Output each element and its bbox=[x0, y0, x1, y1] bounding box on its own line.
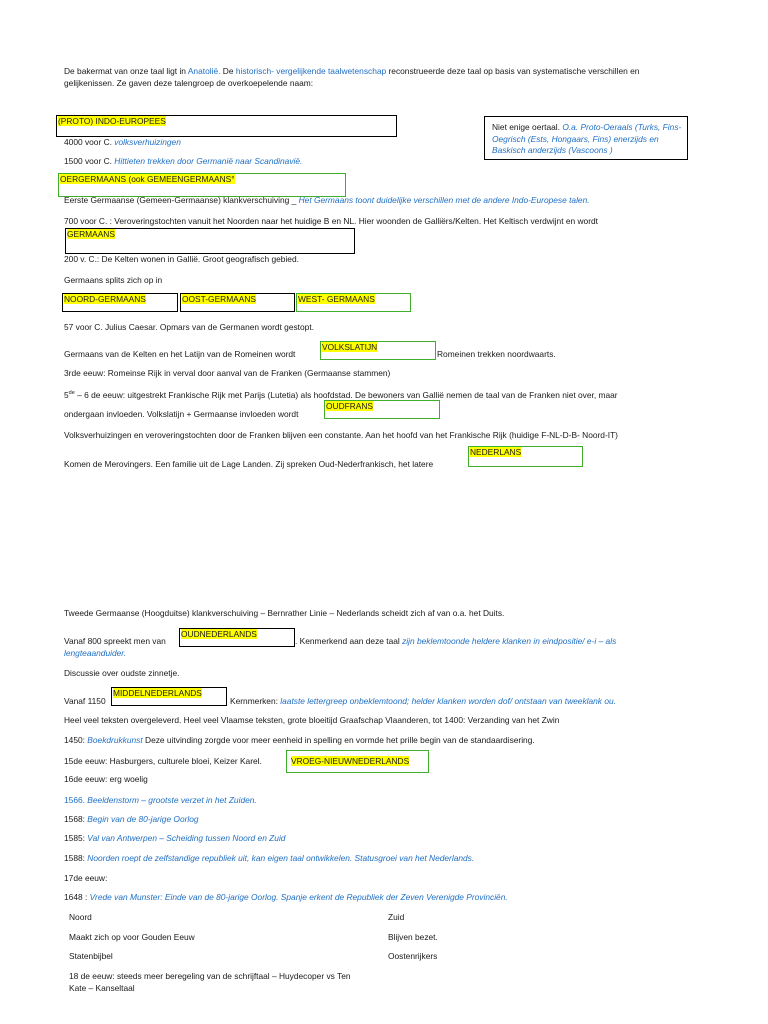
line-text: 1500 voor C. bbox=[64, 156, 115, 166]
line-heelveel: Heel veel teksten overgeleverd. Heel veel Vlaamse teksten, grote bloeitijd Graafschap Vlaanderen, tot 1400: Verzanding van het Zwin bbox=[64, 715, 560, 725]
vroeg-nieuwnederlands-box bbox=[286, 750, 429, 773]
volkslatijn-box bbox=[320, 341, 436, 360]
note-text-normal: Niet enige oertaal. bbox=[492, 122, 563, 132]
oudnederlands-label: OUDNEDERLANDS bbox=[181, 629, 257, 639]
line-1588 bbox=[64, 853, 474, 864]
line-text-blue: laatste lettergreep onbeklemtoond; helder klanken worden dof/ ontstaan van tweeklank ou. bbox=[280, 696, 616, 706]
nederlans-label: NEDERLANS bbox=[470, 447, 522, 457]
line-16de: 16de eeuw: erg woelig bbox=[64, 774, 148, 784]
line-1500 bbox=[64, 156, 302, 167]
middelnederlands-box bbox=[111, 687, 227, 706]
line-18de-2: Kate – Kanseltaal bbox=[69, 983, 135, 993]
line-text: Kernmerken: bbox=[230, 696, 281, 706]
line-57: 57 voor C. Julius Caesar. Opmars van de Germanen wordt gestopt. bbox=[64, 322, 314, 332]
line-kelten: Germaans van de Kelten en het Latijn van de Romeinen wordt bbox=[64, 349, 296, 359]
line-text: 1450: bbox=[64, 735, 88, 745]
anatolie-term: Anatolië. bbox=[187, 66, 221, 76]
line-merovingers: Komen de Merovingers. Een familie uit de Lage Landen. Zij spreken Oud-Nederfrankisch, het latere bbox=[64, 459, 434, 469]
line-1450 bbox=[64, 735, 535, 746]
noord-germaans-box bbox=[62, 293, 178, 312]
line-text-blue: Noorden roept de zelfstandige republiek uit, kan eigen taal ontwikkelen. Statusgroei van het Nederlands. bbox=[87, 853, 475, 863]
oergermaans-box bbox=[58, 173, 346, 197]
line-text-blue: Het Germaans toont duidelijke verschillen met de andere Indo-Europese talen. bbox=[298, 195, 590, 205]
line-4000 bbox=[64, 137, 181, 148]
line-text: 1588: bbox=[64, 853, 88, 863]
line-800-rest bbox=[295, 636, 616, 647]
line-splits: Germaans splits zich op in bbox=[64, 275, 163, 285]
line-text: 1568: bbox=[64, 814, 88, 824]
line-700: 700 voor C. : Veroveringstochten vanuit het Noorden naar het huidige B en NL. Hier woonden de Galliërs/Kelten. Het Keltisch verdwijnt en wordt bbox=[64, 216, 598, 226]
oudnederlands-box bbox=[179, 628, 295, 647]
line-3rde: 3rde eeuw: Romeinse Rijk in verval door aanval van de Franken (Germaanse stammen) bbox=[64, 368, 391, 378]
table-zuid-cell: Blijven bezet. bbox=[388, 932, 438, 942]
germaans-label: GERMAANS bbox=[67, 229, 115, 239]
line-tweede: Tweede Germaanse (Hoogduitse) klankverschuiving – Bernrather Linie – Nederlands scheidt zich af van o.a. het Duits. bbox=[64, 608, 505, 618]
oudfrans-label: OUDFRANS bbox=[326, 401, 373, 411]
line-1150: Vanaf 1150 bbox=[64, 696, 106, 706]
proto-label: (PROTO) INDO-EUROPEES bbox=[58, 116, 166, 126]
line-romeinen: Romeinen trekken noordwaarts. bbox=[437, 349, 556, 359]
oergermaans-label: OERGERMAANS (ook GEMEENGERMAANS° bbox=[60, 174, 235, 184]
intro-text: reconstrueerde deze taal op basis van systematische verschillen en bbox=[386, 66, 640, 76]
line-text: Eerste Germaanse (Gemeen-Germaanse) klankverschuiving _ bbox=[64, 195, 299, 205]
intro-text: De bakermat van onze taal ligt in bbox=[64, 66, 188, 76]
proto-indo-europees-box bbox=[56, 115, 397, 137]
line-text-blue: Beeldenstorm – grootste verzet in het Zuiden. bbox=[87, 795, 257, 805]
line-800: Vanaf 800 spreekt men van bbox=[64, 636, 166, 646]
line-ondergaan: ondergaan invloeden. Volkslatijn + Germaanse invloeden wordt bbox=[64, 409, 299, 419]
line-18de-1: 18 de eeuw: steeds meer beregeling van de schrijftaal – Huydecoper vs Ten bbox=[69, 971, 351, 981]
line-200: 200 v. C.: De Kelten wonen in Gallië. Groot geografisch gebied. bbox=[64, 254, 299, 264]
oost-germaans-box bbox=[180, 293, 295, 312]
line-text-blue: Vrede van Munster: Einde van de 80-jarige Oorlog. Spanje erkent de Republiek der Zeven Verenigde Provinciën. bbox=[89, 892, 508, 902]
line-5de bbox=[64, 388, 618, 401]
line-volksverhuizingen: Volksverhuizingen en veroveringstochten door de Franken blijven een constante. Aan het hoofd van het Frankische Rijk (huidige F-NL-D-B- Noord-IT) bbox=[64, 430, 618, 440]
line-text: – 6 de eeuw: uitgestrekt Frankische Rijk met Parijs (Lutetia) als hoofdstad. De bewoners van Gallië nemen de taal van de Franken niet over, maar bbox=[74, 389, 618, 400]
intro-line-1 bbox=[64, 66, 639, 77]
table-noord-cell: Statenbijbel bbox=[69, 951, 113, 961]
line-text-blue: Hittieten trekken door Germanië naar Scandinavië. bbox=[114, 156, 303, 166]
intro-text: De bbox=[220, 66, 236, 76]
line-text: . Kenmerkend aan deze taal bbox=[295, 636, 403, 646]
line-klankverschuiving bbox=[64, 195, 590, 206]
vroeg-label: VROEG-NIEUWNEDERLANDS bbox=[291, 756, 410, 766]
line-1648 bbox=[64, 892, 508, 903]
line-text: 1585: bbox=[64, 833, 88, 843]
line-15de: 15de eeuw: Hasburgers, culturele bloei, Keizer Karel. bbox=[64, 756, 262, 766]
line-text-blue: Begin van de 80-jarige Oorlog bbox=[87, 814, 199, 824]
intro-line-2: gelijkenissen. Ze gaven deze talengroep de overkoepelende naam: bbox=[64, 78, 314, 88]
line-text: 5 bbox=[64, 389, 69, 400]
germaans-box bbox=[65, 228, 355, 254]
note-text-blue: O.a. Proto-Oeraals (Turks, Fins-Oegrisch (Ests, Hongaars, Fins) enerzijds en Baskisch anderzijds (Vascoons ) bbox=[492, 122, 682, 155]
volkslatijn-label: VOLKSLATIJN bbox=[322, 342, 378, 352]
line-text-blue: Val van Antwerpen – Scheiding tussen Noord en Zuid bbox=[87, 833, 286, 843]
oertaal-note-text bbox=[492, 122, 686, 157]
oost-label: OOST-GERMAANS bbox=[182, 294, 256, 304]
line-800-cont: lengteaanduider. bbox=[64, 648, 127, 658]
taalwetenschap-term: historisch- vergelijkende taalwetenschap bbox=[235, 66, 387, 76]
line-17de: 17de eeuw: bbox=[64, 873, 108, 883]
table-noord-header: Noord bbox=[69, 912, 92, 922]
line-1150-rest bbox=[230, 696, 616, 707]
west-germaans-box bbox=[296, 293, 411, 312]
line-text-blue: 1566. bbox=[64, 795, 88, 805]
superscript: de bbox=[68, 390, 75, 396]
line-text: Deze uitvinding zorgde voor meer eenheid in spelling en vormde het prille begin van de standaardisering. bbox=[142, 735, 535, 745]
line-text-blue: Boekdrukkunst bbox=[87, 735, 143, 745]
oertaal-note-box bbox=[484, 116, 688, 160]
line-text-blue: zijn beklemtoonde heldere klanken in eindpositie/ e-i – als bbox=[402, 636, 617, 646]
line-discussie: Discussie over oudste zinnetje. bbox=[64, 668, 180, 678]
table-noord-cell: Maakt zich op voor Gouden Eeuw bbox=[69, 932, 195, 942]
line-text-blue: volksverhuizingen bbox=[114, 137, 181, 147]
west-label: WEST- GERMAANS bbox=[298, 294, 375, 304]
line-1585 bbox=[64, 833, 285, 844]
table-zuid-cell: Oostenrijkers bbox=[388, 951, 438, 961]
line-1568 bbox=[64, 814, 199, 825]
line-text: 4000 voor C. bbox=[64, 137, 115, 147]
line-text: 1648 : bbox=[64, 892, 90, 902]
line-1566 bbox=[64, 795, 257, 806]
nederlans-box bbox=[468, 446, 583, 467]
middelnederlands-label: MIDDELNEDERLANDS bbox=[113, 688, 202, 698]
noord-label: NOORD-GERMAANS bbox=[64, 294, 146, 304]
oudfrans-box bbox=[324, 400, 440, 419]
table-zuid-header: Zuid bbox=[388, 912, 405, 922]
